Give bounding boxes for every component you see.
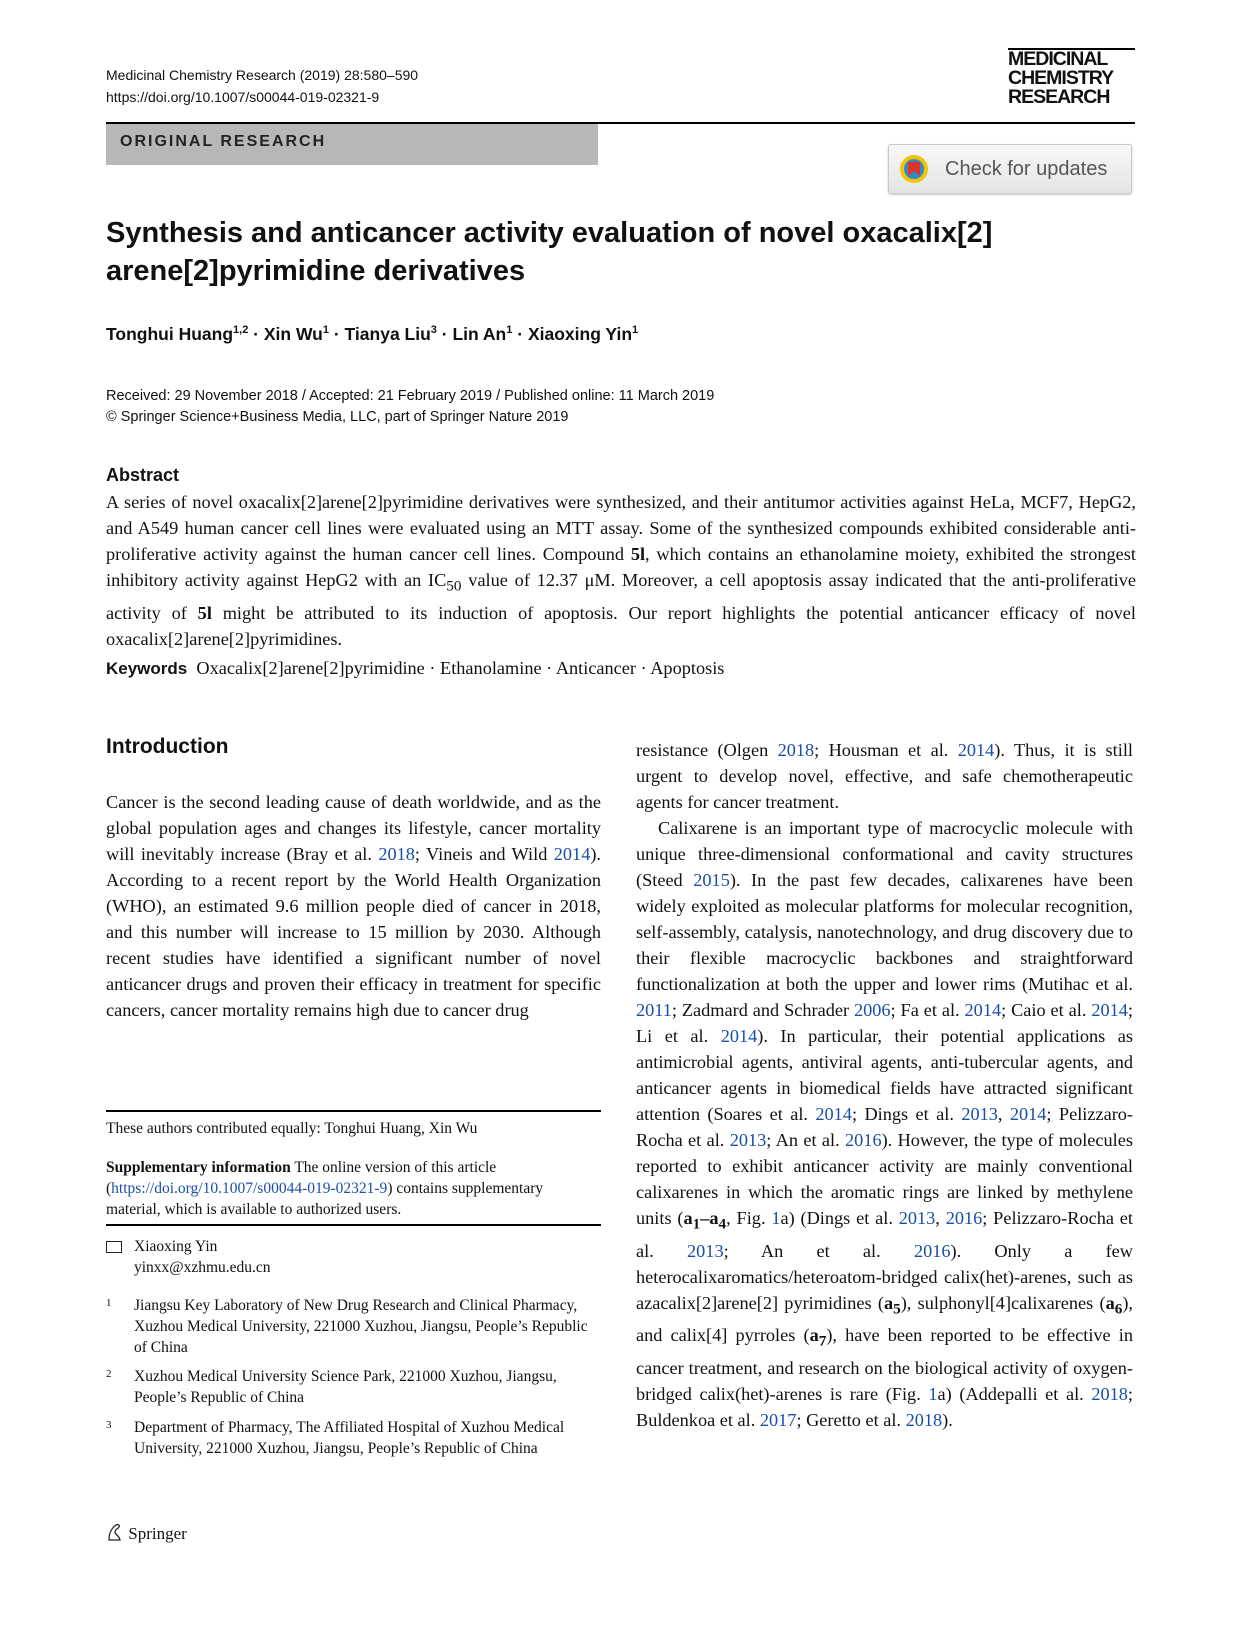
author-list: Tonghui Huang$^{1,2}$ · Xin $Wu^1$ · Tianya Liu$^3$ · Lin $An^1$ · Xiaoxing Yin$^1$ <box>106 324 639 344</box>
intro-paragraph <box>636 815 1133 1433</box>
journal-citation: Medicinal Chemistry Research (2019) 28:580–590 <box>106 67 419 83</box>
citation-link[interactable]: 2014 <box>815 1104 852 1124</box>
citation-link[interactable]: 2016 <box>945 1208 983 1228</box>
text-run: ) contains supplementary material, which is available to authorized users. <box>106 1180 544 1218</box>
keywords: Keywords Oxacalix[2]arene[2]pyrimidine · Ethanolamine · Anticancer · Apoptosis <box>106 658 725 678</box>
affiliation <box>106 1417 601 1459</box>
affiliation-number: 2 <box>106 1368 112 1380</box>
citation-link[interactable]: 2017 <box>759 1409 797 1430</box>
title-line-1: Synthesis and anticancer activity evaluation of novel oxacalix[2] <box>106 217 993 249</box>
citation-link[interactable]: 2006 <box>853 1000 891 1020</box>
article-doi[interactable]: https://doi.org/10.1007/s00044-019-02321-9 <box>106 89 380 105</box>
text-run: ; Vineis and Wild <box>414 844 554 864</box>
springer-horse-icon <box>106 1522 124 1542</box>
intro-left-column <box>106 789 601 1023</box>
equal-contribution-note: These authors contributed equally: Tonghui Huang, Xin Wu <box>106 1120 478 1137</box>
supplementary-note <box>106 1157 601 1220</box>
keyword: Ethanolamine <box>440 658 542 678</box>
corresponding-name: Xiaoxing Yin <box>134 1238 218 1255</box>
compound-letter: a <box>883 1292 894 1313</box>
logo-line-2: CHEMISTRY <box>1008 67 1114 89</box>
text-run: ). However, the type of molecules reported to exhibit anticancer activity are mainly conventional calixarenes in which the aromatic rings are linked by methylene units ( <box>636 1130 1133 1228</box>
text-run: ). Only a few heterocalixaromatics/heteroatom-bridged calix(het)-arenes, such as azacalix[2]arene[2] pyrimidines ( <box>636 1240 1133 1313</box>
logo-line-1: MEDICINAL <box>1008 48 1108 70</box>
section-label: ORIGINAL RESEARCH <box>120 133 327 150</box>
abstract-part: , which contains an ethanolamine moiety, exhibited the strongest inhibitory activity against HepG2 with an IC <box>106 544 1136 590</box>
intro-paragraph <box>636 737 1133 815</box>
abstract-text <box>106 489 1136 652</box>
citation-link[interactable]: 2014 <box>1009 1104 1047 1124</box>
affiliation-text: Jiangsu Key Laboratory of New Drug Research and Clinical Pharmacy, Xuzhou Medical University, 221000 Xuzhou, Jiangsu, People’s Republic of China <box>134 1297 588 1356</box>
citation-link[interactable]: 2013 <box>898 1208 936 1228</box>
title-line-2: arene[2]pyrimidine derivatives <box>106 255 526 287</box>
text-run: , Fig. <box>726 1208 772 1228</box>
citation-link[interactable]: 2015 <box>693 870 730 890</box>
intro-right-column <box>636 737 1133 1433</box>
range-dash: – <box>700 1208 710 1228</box>
compound-subscript: 6 <box>1114 1300 1123 1318</box>
citation-link[interactable]: 2014 <box>964 1000 1002 1020</box>
author-affiliation: 1 <box>632 324 639 337</box>
author-name[interactable]: Tianya Liu <box>344 324 431 344</box>
keyword: Oxacalix[2]arene[2]pyrimidine <box>196 658 425 678</box>
text-run: ), sulphonyl[4]calixarenes ( <box>900 1292 1106 1313</box>
text-run: ; Buldenkoa et al. <box>636 1383 1133 1430</box>
text-run: ). Thus, it is still urgent to develop novel, effective, and safe chemotherapeutic agents for cancer treatment. <box>636 740 1133 812</box>
keyword: Anticancer <box>555 658 636 678</box>
text-run: ; Dings et al. <box>851 1104 962 1124</box>
compound-letter: a <box>809 1325 819 1346</box>
text-run: ; Housman et al. <box>814 740 958 760</box>
copyright-line: © Springer Science+Business Media, LLC, part of Springer Nature 2019 <box>106 409 569 425</box>
introduction-heading: Introduction <box>106 735 229 758</box>
text-run: Cancer is the second leading cause of death worldwide, and as the global population ages and changes its lifestyle, cancer mortality will inevitably increase (Bray et al. <box>106 792 601 864</box>
text-run: a) (Dings et al. <box>780 1208 899 1228</box>
journal-logo <box>1008 48 1135 107</box>
footnote-rule <box>106 1224 601 1226</box>
affiliation-number: 3 <box>106 1419 112 1431</box>
crossmark-icon <box>899 154 929 184</box>
compound-letter: a <box>683 1208 693 1228</box>
footnote-rule <box>106 1110 601 1112</box>
text-run: ). According to a recent report by the World Health Organization (WHO), an estimated 9.6 million people died of cancer in 2018, and this number will increase to 15 million by 2030. Although recent studies have identified a significant number of novel anticancer drugs and proven their efficacy in treatment for specific cancers, cancer mortality remains high due to cancer drug <box>106 844 601 1020</box>
check-for-updates-button[interactable] <box>888 144 1132 194</box>
compound-subscript: 1 <box>692 1215 701 1233</box>
citation-link[interactable]: 2016 <box>845 1130 882 1150</box>
section-label-band <box>106 124 598 165</box>
keywords-label: Keywords <box>106 659 188 678</box>
text-run: ), have been reported to be effective in cancer treatment, and research on the biological activity of oxygen-bridged calix(het)-arenes is rare (Fig. <box>636 1325 1133 1404</box>
author-affiliation: 1,2 <box>233 324 249 337</box>
citation-link[interactable]: 2013 <box>729 1130 767 1150</box>
compound-subscript: 5 <box>893 1300 901 1318</box>
citation-link[interactable]: 2016 <box>913 1240 951 1261</box>
logo-line-3: RESEARCH <box>1008 86 1110 108</box>
article-title <box>106 214 1136 290</box>
text-run: ; An et al. <box>766 1130 846 1150</box>
citation-link[interactable]: 2014 <box>553 844 591 864</box>
citation-link[interactable]: 2018 <box>1091 1383 1128 1404</box>
author-affiliation: 1 <box>506 324 513 337</box>
supplementary-link[interactable]: https://doi.org/10.1007/s00044-019-02321-9 <box>111 1180 388 1197</box>
author-affiliation: 1 <box>322 324 329 337</box>
text-run: ; Pelizzaro-Rocha et al. <box>636 1104 1134 1150</box>
text-run: The online version of this article ( <box>106 1159 497 1197</box>
text-run: ), and calix[4] pyrroles ( <box>636 1292 1133 1346</box>
corresponding-email[interactable]: yinxx@xzhmu.edu.cn <box>134 1259 271 1276</box>
compound-label <box>809 1325 827 1350</box>
affiliation <box>106 1366 601 1408</box>
citation-link[interactable]: 2013 <box>687 1240 724 1261</box>
affiliation-number: 1 <box>106 1297 112 1309</box>
citation-link[interactable]: 2018 <box>905 1409 943 1430</box>
text-run: Calixarene is an important type of macrocyclic molecule with unique three-dimensional conformational and cavity structures (Steed <box>636 818 1133 890</box>
affiliation-text: Xuzhou Medical University Science Park, 221000 Xuzhou, Jiangsu, People’s Republic of China <box>134 1368 557 1406</box>
abstract-part: might be attributed to its induction of apoptosis. Our report highlights the potential anticancer efficacy of novel oxacalix[2]arene[2]pyrimidines. <box>106 602 1136 649</box>
citation-link[interactable]: 2014 <box>1091 1000 1128 1020</box>
text-run: ). In particular, their potential applications as antimicrobial agents, antiviral agents, anti-tubercular agents, and anticancer agents in biomedical fields have attracted significant attention (Soares et al. <box>636 1026 1133 1124</box>
publication-history <box>106 386 714 428</box>
publisher-footer <box>106 1522 187 1544</box>
citation-link[interactable]: 2018 <box>378 844 415 864</box>
text-run: ). <box>942 1409 953 1430</box>
citation-link[interactable]: 2014 <box>957 740 995 760</box>
text-run: ; Geretto et al. <box>796 1409 906 1430</box>
corresponding-author <box>106 1236 271 1278</box>
affiliation <box>106 1295 601 1358</box>
check-for-updates-label: Check for updates <box>945 158 1108 180</box>
compound-letter: a <box>1105 1292 1115 1313</box>
text-run: ; Zadmard and Schrader <box>671 1000 854 1020</box>
text-run: ; An et al. <box>723 1240 914 1261</box>
compound-subscript: 4 <box>718 1215 727 1233</box>
author-name[interactable]: Tonghui Huang <box>106 324 234 344</box>
dates-line: Received: 29 November 2018 / Accepted: 21 February 2019 / Published online: 11 March 2019 <box>106 388 715 404</box>
author-name[interactable]: Lin An <box>452 324 507 344</box>
text-run: a) (Addepalli et al. <box>937 1383 1092 1404</box>
compound-label <box>883 1292 901 1318</box>
text-run: , <box>935 1208 946 1228</box>
citation-link[interactable]: 2013 <box>961 1104 998 1124</box>
author-affiliation: 3 <box>430 324 437 337</box>
author-name[interactable]: Xin Wu <box>263 324 323 344</box>
figure-link[interactable]: 1 <box>928 1383 938 1404</box>
author-name[interactable]: Xiaoxing Yin <box>527 324 633 344</box>
affiliation-text: Department of Pharmacy, The Affiliated Hospital of Xuzhou Medical University, 221000 Xuzhou, Jiangsu, People’s Republic of China <box>134 1419 565 1457</box>
figure-link[interactable]: 1 <box>771 1208 781 1228</box>
text-run: ; Fa et al. <box>890 1000 965 1020</box>
abstract-heading: Abstract <box>106 465 180 485</box>
compound-label: 5l <box>630 544 646 564</box>
text-run: resistance (Olgen <box>636 740 778 760</box>
text-run: ; Li et al. <box>636 1000 1133 1046</box>
compound-subscript: 7 <box>818 1332 827 1350</box>
text-run: ; Caio et al. <box>1001 1000 1092 1020</box>
compound-label <box>683 1208 727 1233</box>
text-run: , <box>997 1104 1010 1124</box>
envelope-icon <box>106 1241 122 1253</box>
compound-label <box>1105 1292 1123 1318</box>
text-run: ; Pelizzaro-Rocha et al. <box>636 1208 1133 1261</box>
compound-label: 5l <box>197 602 212 623</box>
citation-link[interactable]: 2014 <box>720 1026 758 1046</box>
citation-link[interactable]: 2011 <box>636 1000 672 1020</box>
ic50-subscript: 50 <box>446 577 462 595</box>
text-run: ). In the past few decades, calixarenes have been widely exploited as molecular platforms for molecular recognition, self-assembly, catalysis, nanotechnology, and drug discovery due to their flexible macrocyclic backbones and straightforward functionalization at both the upper and lower rims (Mutihac et al. <box>636 870 1133 994</box>
abstract-part: value of 12.37 μM. Moreover, a cell apoptosis assay indicated that the anti-proliferative activity of <box>106 570 1136 623</box>
keyword: Apoptosis <box>650 658 725 678</box>
compound-letter: a <box>709 1208 719 1228</box>
supp-label: Supplementary information <box>106 1159 291 1176</box>
publisher-name: Springer <box>128 1524 187 1543</box>
abstract-part: A series of novel oxacalix[2]arene[2]pyrimidine derivatives were synthesized, and their antitumor activities against HeLa, MCF7, HepG2, and A549 human cancer cell lines were evaluated using an MTT assay. Some of the synthesized compounds exhibited considerable anti-proliferative activity against the human cancer cell lines. Compound <box>106 492 1136 564</box>
citation-link[interactable]: 2018 <box>777 740 815 760</box>
